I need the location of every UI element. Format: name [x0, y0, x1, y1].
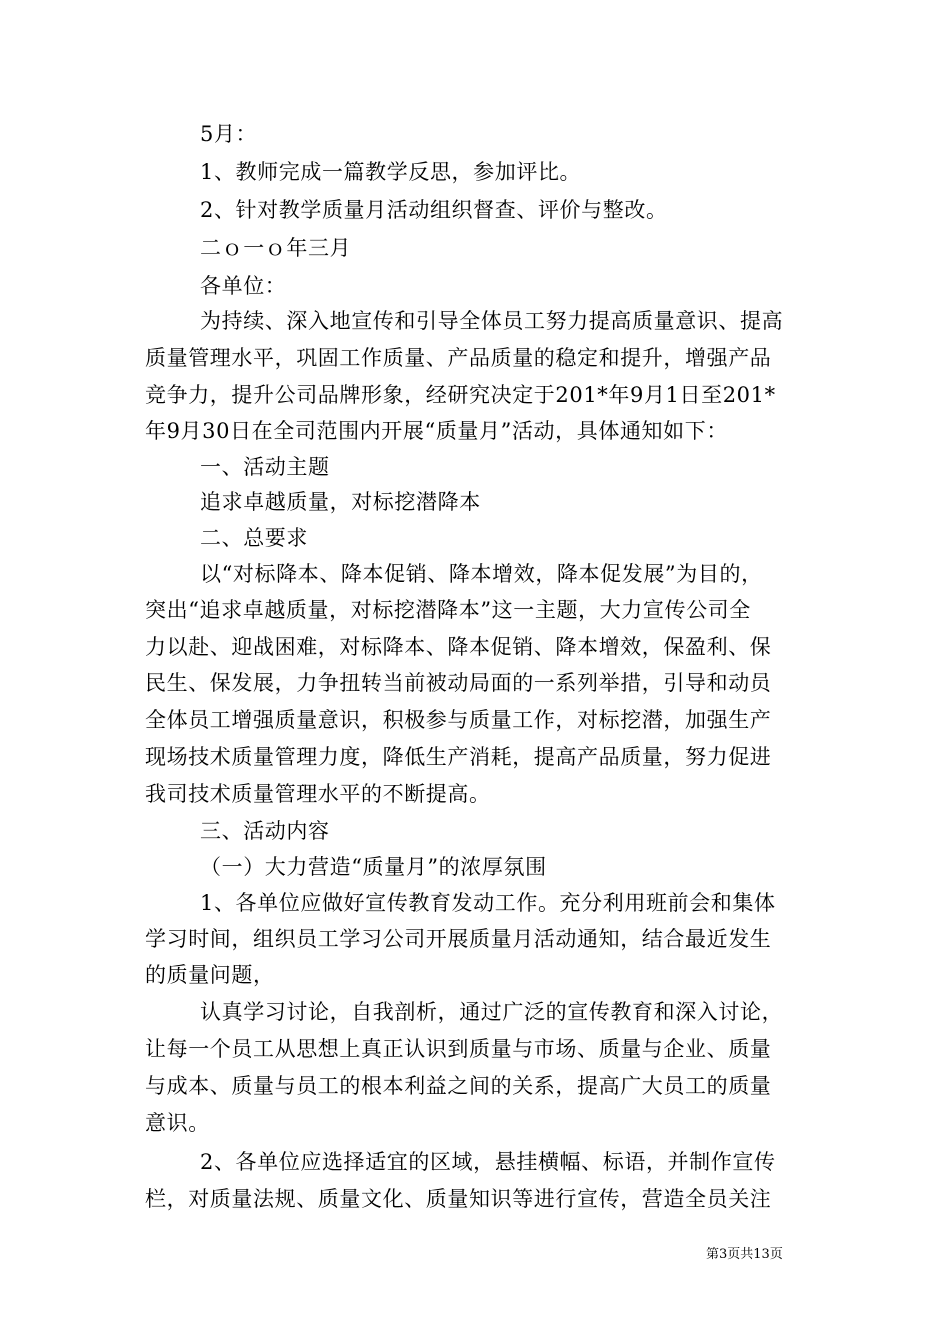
- paragraph-line: 以“对标降本、降本促销、降本增效，降本促发展”为目的，: [200, 562, 763, 586]
- paragraph-line: 现场技术质量管理力度，降低生产消耗，提高产品质量，努力促进: [145, 745, 772, 769]
- paragraph-line: 力以赴、迎战困难，对标降本、降本促销、降本增效，保盈利、保: [145, 635, 772, 659]
- paragraph-line: 全体员工增强质量意识，积极参与质量工作，对标挖潜，加强生产: [145, 708, 772, 732]
- paragraph-line: 年9月30日在全司范围内开展“质量月”活动，具体通知如下：: [145, 419, 728, 443]
- paragraph-line: 与成本、质量与员工的根本利益之间的关系，提高广大员工的质量: [145, 1074, 772, 1098]
- paragraph-line: 民生、保发展，力争扭转当前被动局面的一系列举措，引导和动员: [145, 671, 772, 695]
- paragraph-line: 认真学习讨论，自我剖析，通过广泛的宣传教育和深入讨论，: [200, 1000, 784, 1024]
- paragraph-line: 突出“追求卓越质量，对标挖潜降本”这一主题，大力宣传公司全: [145, 598, 751, 622]
- section-heading: 二、总要求: [200, 526, 308, 550]
- text-line: 5月：: [200, 122, 258, 146]
- paragraph-line: 让每一个员工从思想上真正认识到质量与市场、质量与企业、质量: [145, 1037, 772, 1061]
- paragraph-line: 为持续、深入地宣传和引导全体员工努力提高质量意识、提高: [200, 309, 784, 333]
- text-line: 各单位：: [200, 274, 287, 298]
- paragraph-line: 2、各单位应选择适宜的区域，悬挂横幅、标语，并制作宣传: [200, 1150, 776, 1174]
- paragraph-line: 意识。: [145, 1111, 210, 1135]
- section-heading: 三、活动内容: [200, 819, 330, 843]
- paragraph-line: 我司技术质量管理水平的不断提高。: [145, 782, 491, 806]
- paragraph-line: 学习时间，组织员工学习公司开展质量月活动通知，结合最近发生: [145, 927, 772, 951]
- page-number-footer: 第3页共13页: [706, 1247, 783, 1262]
- section-heading: 一、活动主题: [200, 455, 330, 479]
- paragraph-line: 栏，对质量法规、质量文化、质量知识等进行宣传，营造全员关注: [145, 1187, 772, 1211]
- paragraph-line: 1、各单位应做好宣传教育发动工作。充分利用班前会和集体: [200, 891, 776, 915]
- subsection-heading: （一）大力营造“质量月”的浓厚氛围: [200, 855, 547, 879]
- paragraph-line: 质量管理水平，巩固工作质量、产品质量的稳定和提升，增强产品: [145, 346, 772, 370]
- paragraph-line: 的质量问题，: [145, 963, 275, 987]
- text-line: 二ｏ一ｏ年三月: [200, 236, 352, 260]
- paragraph-line: 竞争力，提升公司品牌形象，经研究决定于201*年9月1日至201*: [145, 383, 776, 407]
- text-line: 2、针对教学质量月活动组织督查、评价与整改。: [200, 198, 668, 222]
- text-line: 1、教师完成一篇教学反思，参加评比。: [200, 160, 582, 184]
- text-line: 追求卓越质量，对标挖潜降本: [200, 490, 481, 514]
